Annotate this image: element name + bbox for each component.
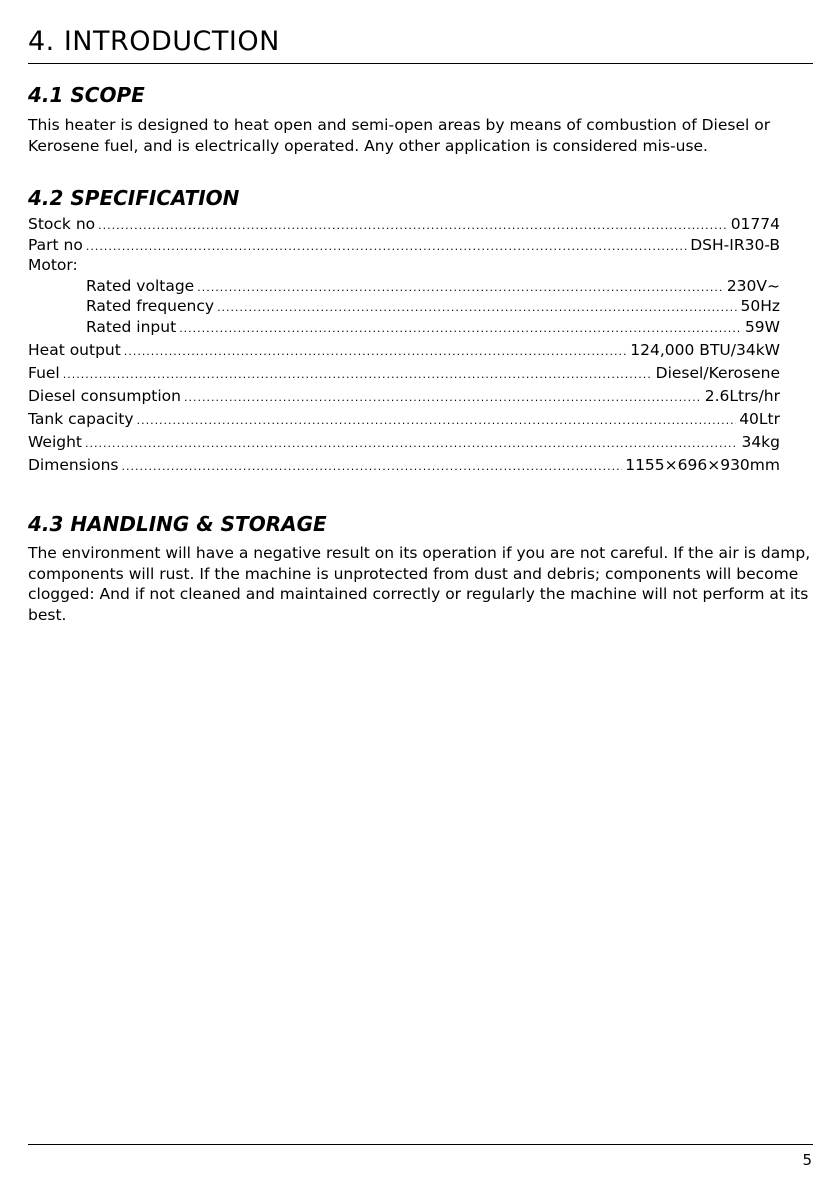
spec-value: 230V~ <box>726 276 780 295</box>
dot-leader <box>184 388 702 407</box>
dot-leader <box>63 365 653 384</box>
dot-leader <box>124 342 627 361</box>
chapter-title: 4. INTRODUCTION <box>28 26 280 57</box>
dot-leader <box>137 411 737 430</box>
page-number: 5 <box>802 1151 812 1169</box>
spec-value: 34kg <box>741 432 780 451</box>
dot-leader <box>197 278 724 297</box>
spec-value: 01774 <box>730 215 780 233</box>
spec-row-rated-voltage <box>28 276 780 297</box>
specification-heading: 4.2 SPECIFICATION <box>28 186 240 210</box>
spec-label: Fuel <box>28 363 60 382</box>
spec-row-weight <box>28 432 780 453</box>
spec-value: 40Ltr <box>739 409 780 428</box>
spec-label: Weight <box>28 432 83 451</box>
bottom-rule <box>28 1144 813 1145</box>
spec-value: DSH-IR30-B <box>690 235 780 254</box>
spec-value: 1155×696×930mm <box>625 455 780 474</box>
spec-row-diesel-consumption <box>28 386 780 407</box>
dot-leader <box>98 216 728 235</box>
spec-row-part-no <box>28 235 780 256</box>
spec-label: Rated voltage <box>86 276 195 295</box>
spec-row-stock-no <box>28 214 780 235</box>
spec-value: 59W <box>744 317 780 336</box>
spec-value: 50Hz <box>740 297 780 315</box>
dot-leader <box>85 434 738 453</box>
scope-heading: 4.1 SCOPE <box>28 83 145 107</box>
handling-heading: 4.3 HANDLING & STORAGE <box>28 512 327 536</box>
spec-row-fuel <box>28 363 780 384</box>
scope-text: This heater is designed to heat open and semi-open areas by means of combustion of Diesel or Kerosene fuel, and is electrically operated. Any other application is considered mis-use. <box>28 116 771 155</box>
spec-row-rated-input <box>28 317 780 338</box>
spec-value: Diesel/Kerosene <box>655 363 780 382</box>
spec-label: Part no <box>28 235 83 254</box>
handling-text: The environment will have a negative result on its operation if you are not careful. If the air is damp, components will rust. If the machine is unprotected from dust and debris; components will become clogged: And if not cleaned and maintained correctly or regularly the machine will not perform at its best. <box>28 544 811 624</box>
specification-list <box>28 214 780 475</box>
spec-label: Tank capacity <box>28 409 134 428</box>
spec-label: Rated input <box>86 317 177 336</box>
dot-leader <box>121 457 622 476</box>
spec-row-motor <box>28 255 780 276</box>
spec-label: Motor: <box>28 256 78 274</box>
top-rule <box>28 63 813 64</box>
spec-label: Dimensions <box>28 455 119 474</box>
spec-row-tank-capacity <box>28 409 780 430</box>
dot-leader <box>179 319 742 338</box>
spec-label: Stock no <box>28 215 96 233</box>
spec-row-heat-output <box>28 340 780 361</box>
spec-value: 124,000 BTU/34kW <box>630 340 780 359</box>
spec-value: 2.6Ltrs/hr <box>704 386 780 405</box>
spec-row-rated-frequency <box>28 296 780 317</box>
dot-leader <box>86 237 687 256</box>
spec-row-dimensions <box>28 455 780 476</box>
spec-label: Diesel consumption <box>28 386 181 405</box>
spec-label: Rated frequency <box>86 297 215 315</box>
dot-leader <box>217 298 737 317</box>
spec-label: Heat output <box>28 340 121 359</box>
